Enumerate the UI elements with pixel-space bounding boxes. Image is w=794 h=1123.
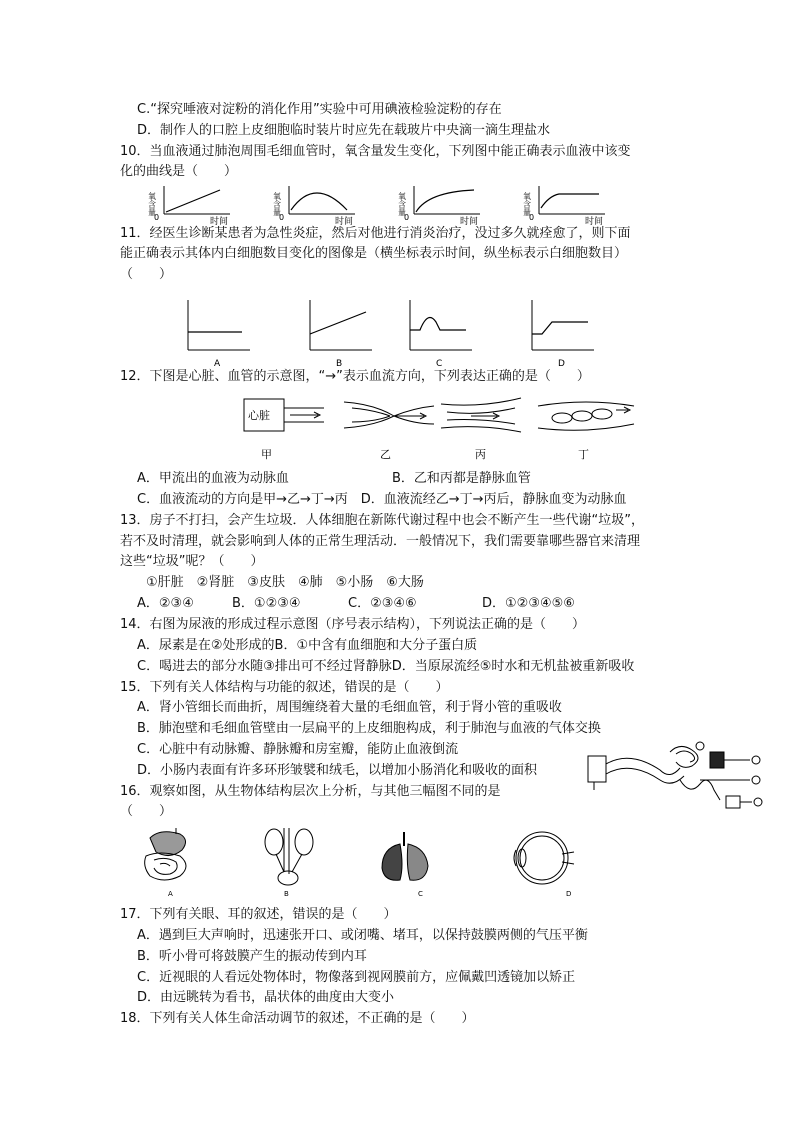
- q16-label-b: B: [284, 890, 289, 898]
- q13-items: ①肝脏 ②肾脏 ③皮肤 ④肺 ⑤小肠 ⑥大肠: [146, 575, 424, 590]
- q16-image-d-eye: [514, 832, 574, 898]
- q13-stem-1: 13．房子不打扫，会产生垃圾．人体细胞在新陈代谢过程中也会不断产生一些代谢“垃圾”，: [120, 513, 645, 528]
- q10-graph-c-origin: 0: [404, 213, 410, 222]
- q13-option-a: A．②③④: [137, 596, 194, 611]
- q14-nephron-diagram: [580, 740, 780, 820]
- q12-heart-label: 心脏: [248, 409, 270, 422]
- q18-stem: 18．下列有关人体生命活动调节的叙述，不正确的是（ ）: [120, 1011, 475, 1026]
- q14-options-ab: A．尿素是在②处形成的B．①中含有血细胞和大分子蛋白质: [137, 638, 478, 653]
- q10-graph-d: [523, 186, 606, 227]
- q10-graph-d-ylabel: 氧含量: [522, 192, 532, 216]
- q16-image-c-lungs: [382, 832, 428, 898]
- q12-stem: 12．下图是心脏、血管的示意图，“→”表示血流方向，下列表达正确的是（ ）: [120, 369, 590, 384]
- q11-stem-1: 11．经医生诊断某患者为急性炎症，然后对他进行消炎治疗，没过多久就痊愈了，则下面: [120, 226, 631, 241]
- q10-graph-b-origin: 0: [279, 213, 285, 222]
- q15-stem: 15．下列有关人体结构与功能的叙述，错误的是（ ）: [120, 680, 449, 695]
- q10-graph-d-xlabel: 时间: [585, 217, 604, 227]
- q12-heart: [244, 399, 324, 461]
- q16-stem-1: 16．观察如图，从生物体结构层次上分析，与其他三幅图不同的是: [120, 784, 501, 799]
- q14-stem: 14．右图为尿液的形成过程示意图（序号表示结构），下列说法正确的是（ ）: [120, 617, 586, 632]
- q9-option-d: D．制作人的口腔上皮细胞临时装片时应先在载玻片中央滴一滴生理盐水: [137, 123, 551, 138]
- q11-label-d: D: [558, 359, 565, 369]
- q16-image-b-urinary: [265, 828, 313, 898]
- q12-yi: [344, 402, 434, 461]
- q17-option-a: A．遇到巨大声响时，迅速张开口、或闭嘴、堵耳，以保持鼓膜两侧的气压平衡: [137, 928, 588, 943]
- q10-graphs: [147, 182, 650, 230]
- q10-graph-d-origin: 0: [529, 213, 535, 222]
- q10-graph-c: [398, 186, 481, 227]
- q11-label-b: B: [336, 359, 343, 369]
- q13-option-d: D．①②③④⑤⑥: [482, 596, 575, 611]
- q16-label-a: A: [168, 890, 173, 898]
- q15-option-d: D．小肠内表面有许多环形皱襞和绒毛，以增加小肠消化和吸收的面积: [137, 763, 538, 778]
- q17-option-d: D．由远眺转为看书，晶状体的曲度由大变小: [137, 990, 395, 1005]
- q10-graph-c-ylabel: 氧含量: [397, 192, 407, 216]
- q16-images: [140, 826, 620, 904]
- q12-bing: [441, 398, 521, 461]
- q12-label-yi: 乙: [380, 448, 391, 461]
- q13-option-c: C．②③④⑥: [348, 596, 417, 611]
- q12-label-jia: 甲: [261, 448, 272, 461]
- q10-graph-a-ylabel: 氧含量: [147, 192, 157, 216]
- q9-option-c: C.“探究唾液对淀粉的消化作用”实验中可用碘液检验淀粉的存在: [137, 102, 502, 117]
- q16-label-c: C: [418, 890, 423, 898]
- q10-graph-b: [273, 186, 356, 227]
- q11-graph-d: [532, 300, 594, 369]
- q11-stem-3: （ ）: [120, 267, 173, 282]
- q12-options-cd: C．血液流动的方向是甲→乙→丁→丙 D．血液流经乙→丁→丙后，静脉血变为动脉血: [137, 492, 627, 507]
- q17-option-c: C．近视眼的人看远处物体时，物像落到视网膜前方，应佩戴凹透镜加以矫正: [137, 970, 576, 985]
- q12-label-ding: 丁: [578, 448, 589, 461]
- q10-graph-a-origin: 0: [154, 213, 160, 222]
- q10-graph-b-xlabel: 时间: [335, 217, 354, 227]
- q11-graph-a: [188, 300, 250, 369]
- q11-stem-2: 能正确表示其体内白细胞数目变化的图像是（横坐标表示时间，纵坐标表示白细胞数目）: [120, 246, 628, 261]
- q11-graphs: [180, 296, 600, 376]
- q12-ding: [538, 402, 634, 461]
- q11-graph-b: [310, 300, 372, 369]
- q15-option-c: C．心脏中有动脉瓣、静脉瓣和房室瓣，能防止血液倒流: [137, 742, 459, 757]
- q10-stem-2: 化的曲线是（ ）: [120, 164, 238, 179]
- q12-label-bing: 丙: [475, 448, 486, 461]
- q12-option-b: B．乙和丙都是静脉血管: [392, 471, 531, 486]
- q17-option-b: B．听小骨可将鼓膜产生的振动传到内耳: [137, 949, 367, 964]
- q17-stem: 17．下列有关眼、耳的叙述，错误的是（ ）: [120, 907, 397, 922]
- q10-graph-a-xlabel: 时间: [210, 217, 229, 227]
- q10-stem-1: 10．当血液通过肺泡周围毛细血管时，氧含量发生变化，下列图中能正确表示血液中该变: [120, 144, 631, 159]
- q16-label-d: D: [566, 890, 572, 898]
- q12-option-a: A．甲流出的血液为动脉血: [137, 471, 289, 486]
- q12-diagram: [236, 394, 636, 468]
- q11-label-a: A: [214, 359, 221, 369]
- q16-image-a-digestive: [145, 828, 186, 898]
- q13-stem-2: 若不及时清理，就会影响到人体的正常生理活动．一般情况下，我们需要靠哪些器官来清理: [120, 534, 641, 549]
- q10-graph-b-ylabel: 氧含量: [272, 192, 282, 216]
- q10-graph-c-xlabel: 时间: [460, 217, 479, 227]
- q13-option-b: B．①②③④: [232, 596, 301, 611]
- q13-stem-3: 这些“垃圾”呢？（ ）: [120, 554, 264, 569]
- q10-graph-a: [148, 186, 231, 227]
- q16-stem-2: （ ）: [120, 804, 173, 819]
- q11-label-c: C: [436, 359, 443, 369]
- q14-options-cd: C．喝进去的部分水随③排出可不经过肾静脉D．当原尿流经⑤时水和无机盐被重新吸收: [137, 659, 635, 674]
- q11-graph-c: [410, 300, 472, 369]
- q15-option-a: A．肾小管细长而曲折，周围缠绕着大量的毛细血管，利于肾小管的重吸收: [137, 700, 562, 715]
- q15-option-b: B．肺泡壁和毛细血管壁由一层扁平的上皮细胞构成，利于肺泡与血液的气体交换: [137, 721, 601, 736]
